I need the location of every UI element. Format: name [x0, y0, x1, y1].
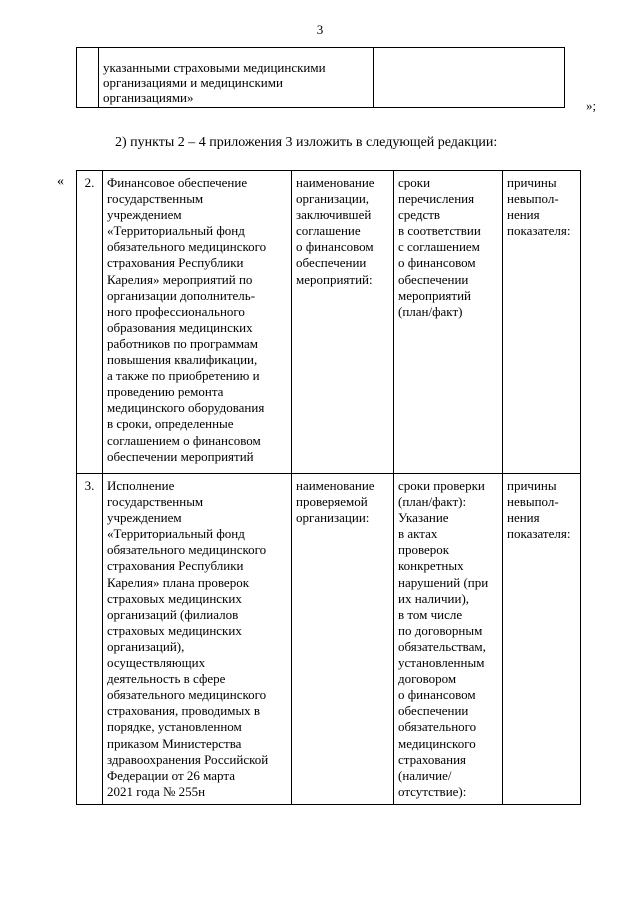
text-line: заключившей [296, 207, 372, 223]
text-line: нения [507, 207, 540, 223]
text-line: образования медицинских [107, 319, 253, 335]
terms-field [394, 474, 503, 805]
text-line: обязательного медицинского [107, 239, 267, 255]
opening-quote: « [57, 174, 64, 189]
closing-quote: »; [586, 98, 597, 113]
text-line: договором [398, 671, 457, 687]
text-line: конкретных [398, 558, 464, 574]
text-line: медицинского [398, 735, 476, 751]
indicator-description [103, 474, 292, 805]
fragment-text-line: организациями» [103, 90, 194, 105]
text-line: медицинского оборудования [107, 400, 265, 416]
text-line: соглашением о финансовом [107, 432, 261, 448]
text-line: учреждением [107, 510, 182, 526]
text-line: Карелия» плана проверок [107, 574, 250, 590]
text-line: о финансовом [296, 239, 374, 255]
text-line: проверок [398, 542, 450, 558]
text-line: Указание [398, 510, 449, 526]
text-line: обеспечении [296, 255, 367, 271]
indicator-description [103, 171, 292, 474]
text-line: по договорным [398, 622, 483, 638]
text-line: проведению ремонта [107, 384, 224, 400]
text-line: повышения квалификации, [107, 352, 258, 368]
text-line: в том числе [398, 606, 463, 622]
text-line: сроки [398, 175, 431, 190]
text-line: с соглашением [398, 239, 480, 255]
text-line: нения [507, 510, 540, 526]
text-line: мероприятий: [296, 271, 373, 287]
text-line: нарушений (при [398, 574, 489, 590]
terms-field [394, 171, 503, 474]
text-line: мероприятий [398, 287, 471, 303]
text-line: порядке, установленном [107, 719, 242, 735]
text-line: организации: [296, 510, 370, 526]
text-line: установленным [398, 655, 485, 671]
text-line: средств [398, 207, 441, 223]
text-line: страхования Республики [107, 255, 244, 271]
text-line: о финансовом [398, 687, 476, 703]
text-line: обеспечении мероприятий [107, 448, 254, 464]
text-line: (план/факт): [398, 494, 467, 510]
text-line: показателя: [507, 526, 571, 542]
text-line: проверяемой [296, 494, 368, 510]
text-line: страхования [398, 751, 467, 767]
text-line: обязательствам, [398, 638, 486, 654]
text-line: осуществляющих [107, 655, 206, 671]
text-line: наименование [296, 478, 375, 493]
text-line: соглашение [296, 223, 361, 239]
text-line: причины [507, 175, 557, 190]
text-line: ного профессионального [107, 303, 245, 319]
text-line: страхования, проводимых в [107, 703, 261, 719]
text-line: страховых медицинских [107, 590, 242, 606]
text-line: организаций (филиалов [107, 606, 239, 622]
text-line: показателя: [507, 223, 571, 239]
organization-field [292, 171, 394, 474]
text-line: в соответствии [398, 223, 481, 239]
text-line: невыпол- [507, 494, 559, 510]
text-line: страховых медицинских [107, 622, 242, 638]
fragment-number-cell [77, 48, 99, 108]
text-line: страхования Республики [107, 558, 244, 574]
text-line: их наличии), [398, 590, 470, 606]
failure-reasons-field [503, 474, 581, 805]
text-line: «Территориальный фонд [107, 223, 245, 239]
text-line: обязательного медицинского [107, 687, 267, 703]
table-row [77, 171, 581, 474]
text-line: причины [507, 478, 557, 493]
failure-reasons-field [503, 171, 581, 474]
table-row [77, 474, 581, 805]
text-line: организации дополнитель- [107, 287, 256, 303]
text-line: учреждением [107, 207, 182, 223]
fragment-text-line: организациями и медицинскими [103, 75, 283, 90]
text-line: «Территориальный фонд [107, 526, 245, 542]
text-line: государственным [107, 191, 204, 207]
text-line: невыпол- [507, 191, 559, 207]
text-line: приказом Министерства [107, 735, 242, 751]
text-line: Исполнение [107, 478, 175, 493]
text-line: Федерации от 26 марта [107, 767, 236, 783]
text-line: в актах [398, 526, 438, 542]
text-line: в сроки, определенные [107, 416, 234, 432]
text-line: обязательного [398, 719, 477, 735]
organization-field [292, 474, 394, 805]
text-line: Карелия» мероприятий по [107, 271, 253, 287]
text-line: организации, [296, 191, 370, 207]
text-line: сроки проверки [398, 478, 485, 493]
text-line: государственным [107, 494, 204, 510]
text-line: деятельность в сфере [107, 671, 226, 687]
text-line: здравоохранения Российской [107, 751, 269, 767]
indicators-table [76, 170, 581, 805]
fragment-text-cell [99, 48, 374, 108]
row-number: 3. [77, 474, 103, 805]
fragment-empty-cell [374, 48, 565, 108]
previous-table-fragment [76, 47, 565, 108]
text-line: обеспечении [398, 271, 469, 287]
text-line: перечисления [398, 191, 475, 207]
text-line: о финансовом [398, 255, 476, 271]
text-line: Финансовое обеспечение [107, 175, 248, 190]
row-number: 2. [77, 171, 103, 474]
text-line: обязательного медицинского [107, 542, 267, 558]
text-line: (план/факт) [398, 303, 463, 319]
text-line: обеспечении [398, 703, 469, 719]
page-number: 3 [316, 22, 324, 37]
text-line: (наличие/ [398, 767, 452, 783]
text-line: работников по программам [107, 335, 258, 351]
text-line: а также по приобретению и [107, 368, 260, 384]
amendment-instruction: 2) пункты 2 – 4 приложения 3 изложить в следующей редакции: [115, 135, 498, 150]
text-line: организаций), [107, 638, 185, 654]
text-line: наименование [296, 175, 375, 190]
text-line: 2021 года № 255н [107, 783, 206, 799]
fragment-text-line: указанными страховыми медицинскими [103, 60, 326, 75]
text-line: отсутствие): [398, 783, 467, 799]
